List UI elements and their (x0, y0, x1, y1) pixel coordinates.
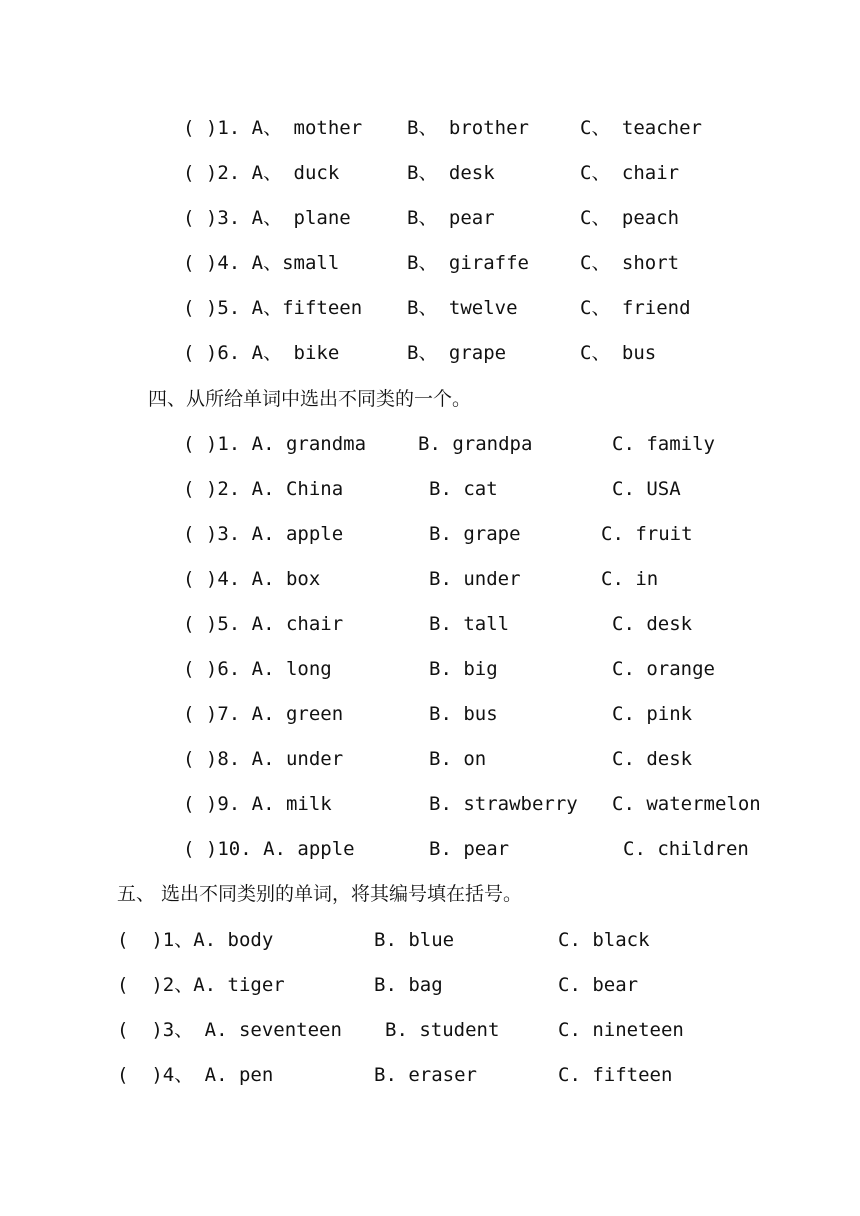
s3-row-3-b: B、 pear (407, 207, 495, 229)
s4-row-1-b: B. grandpa (418, 433, 533, 455)
s3-row-6-b: B、 grape (407, 342, 507, 364)
s5-row-2-a: ( )2、A. tiger (117, 974, 285, 996)
s4-row-3-a: ( )3. A. apple (183, 523, 344, 545)
s3-row-1-c: C、 teacher (580, 117, 702, 139)
s4-row-8-a: ( )8. A. under (183, 748, 344, 770)
s3-row-2-b: B、 desk (407, 162, 495, 184)
s4-row-7-c: C. pink (612, 703, 693, 725)
s4-row-1-a: ( )1. A. grandma (183, 433, 367, 455)
s3-row-1-b: B、 brother (407, 117, 529, 139)
s4-row-6-b: B. big (429, 658, 498, 680)
s5-row-1-a: ( )1、A. body (117, 929, 274, 951)
s4-row-8-b: B. on (429, 748, 487, 770)
s4-row-5-a: ( )5. A. chair (183, 613, 344, 635)
s4-row-7-b: B. bus (429, 703, 498, 725)
s5-row-3-b: B. student (385, 1019, 500, 1041)
s4-row-2-b: B. cat (429, 478, 498, 500)
s4-row-7-a: ( )7. A. green (183, 703, 344, 725)
s4-row-3-c: C. fruit (601, 523, 693, 545)
s3-row-6-a: ( )6. A、 bike (183, 342, 340, 364)
s5-row-4-a: ( )4、 A. pen (117, 1064, 274, 1086)
s3-row-4-c: C、 short (580, 252, 680, 274)
s3-row-1-a: ( )1. A、 mother (183, 117, 363, 139)
s4-row-2-a: ( )2. A. China (183, 478, 344, 500)
s4-row-3-b: B. grape (429, 523, 521, 545)
s4-row-8-c: C. desk (612, 748, 693, 770)
s3-row-6-c: C、 bus (580, 342, 657, 364)
s3-row-5-a: ( )5. A、fifteen (183, 297, 363, 319)
s5-row-3-a: ( )3、 A. seventeen (117, 1019, 342, 1041)
s5-row-3-c: C. nineteen (558, 1019, 684, 1041)
s3-row-3-a: ( )3. A、 plane (183, 207, 351, 229)
s5-row-2-c: C. bear (558, 974, 639, 996)
s4-heading: 四、从所给单词中选出不同类的一个。 (148, 388, 472, 410)
s4-row-2-c: C. USA (612, 478, 681, 500)
s4-row-10-c: C. children (623, 838, 749, 860)
s4-row-9-b: B. strawberry (429, 793, 578, 815)
s4-row-6-c: C. orange (612, 658, 715, 680)
s4-row-5-b: B. tall (429, 613, 510, 635)
s5-row-4-c: C. fifteen (558, 1064, 673, 1086)
s4-row-9-c: C. watermelon (612, 793, 761, 815)
s4-row-5-c: C. desk (612, 613, 693, 635)
s5-heading: 五、 选出不同类别的单词，将其编号填在括号。 (117, 883, 523, 905)
s4-row-6-a: ( )6. A. long (183, 658, 332, 680)
s4-row-10-b: B. pear (429, 838, 510, 860)
s3-row-5-b: B、 twelve (407, 297, 518, 319)
s5-row-1-c: C. black (558, 929, 650, 951)
s4-row-9-a: ( )9. A. milk (183, 793, 332, 815)
s3-row-4-a: ( )4. A、small (183, 252, 340, 274)
s4-row-10-a: ( )10. A. apple (183, 838, 355, 860)
s4-row-4-a: ( )4. A. box (183, 568, 321, 590)
s4-row-1-c: C. family (612, 433, 715, 455)
s3-row-5-c: C、 friend (580, 297, 691, 319)
s3-row-4-b: B、 giraffe (407, 252, 529, 274)
s4-row-4-b: B. under (429, 568, 521, 590)
s4-row-4-c: C. in (601, 568, 659, 590)
s5-row-4-b: B. eraser (374, 1064, 477, 1086)
s5-row-1-b: B. blue (374, 929, 455, 951)
s3-row-2-a: ( )2. A、 duck (183, 162, 340, 184)
s5-row-2-b: B. bag (374, 974, 443, 996)
s3-row-2-c: C、 chair (580, 162, 680, 184)
s3-row-3-c: C、 peach (580, 207, 680, 229)
